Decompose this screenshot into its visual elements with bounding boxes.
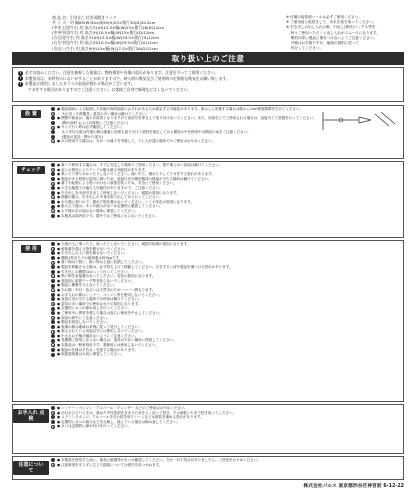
section-label <box>13 106 49 158</box>
caution-item-text: ● メラミンスポンジ、アルコールを含む拭き取りシートなどは塗装を傷める恐れがあります。 <box>57 415 204 420</box>
prohibited-icon <box>51 302 55 306</box>
caution-item-text: ● 引き出しの開閉はゆっくり行ってください。 <box>57 269 132 274</box>
caution-item <box>51 352 401 357</box>
note-line: ※ 付属の接着剤シールは必ずご使用ください。 <box>286 15 362 19</box>
spec-line: (右左中段内寸) 約 高さ(H)10.5×幅(W)29.5×奥行(D)12cm <box>52 40 158 46</box>
note-line: ※ 引き出しの出し入れの際、引出し(棒状)ワックス等を <box>286 25 376 30</box>
caution-item-text: ● ネジは定期的に締め付けを行ってください。 <box>57 424 132 429</box>
caution-item-text: ● 乗ったり寄りかかったりしないでください。傾いたり、倒れたりしてケガをする恐れがあります。 <box>57 172 215 177</box>
caution-item-text: ● ご使用中に異常を感じた場合は直ちに使用を中止してください。 <box>57 310 163 315</box>
section-label-text: 使 用 <box>21 245 41 253</box>
bullet-icon <box>51 214 55 218</box>
caution-item-text: ● お子様の手の届かない場所に保管してください。 <box>57 208 139 213</box>
caution-item-text: ● 棚板1枚あたりの耐荷重は約5kgです。 <box>57 255 123 260</box>
caution-item-text: ● 次の使用する場合は、万が一の落下を考慮して、下に人が通る場所でのご使用はおやめください。 <box>57 139 216 144</box>
caution-item-text: ● 床との相性によりテーブル類は滑る可能性があります。 <box>57 167 149 172</box>
caution-item-text: ● 組み立て後は、ネジの緩みがないか定期的に確認してください。 <box>57 204 163 209</box>
spec-line: (引出し内寸) 約 高さ9(H)14×幅(W)17.5×奥行26(D)12cm <box>52 45 158 51</box>
bullet-icon <box>51 191 55 195</box>
note-line: 開封の際に製品に傷をつけないようご注意ください。 <box>286 35 377 40</box>
screw-diagram-icon <box>319 108 399 132</box>
caution-item-text: ● 本製品は屋内用です。屋外ではご使用にならないでください。 <box>57 213 159 218</box>
prohibited-icon <box>51 463 55 467</box>
caution-item-text: ● 製品傾向による転倒した状態や物的損害のおそれがあるため固定する可能性があります。壁はしに設置する場合は壁から1cm程度隙間を空けてください。 <box>57 107 303 111</box>
intro-line <box>18 87 398 93</box>
intro-text: ケガをする場合がありますのでご注意ください。お客様ご自身で修理などはしないでください。 <box>28 86 192 92</box>
section-label-text: 注意について <box>13 461 49 475</box>
section-items <box>51 406 401 429</box>
caution-item-text: (製品の部品・開けた部分) <box>57 134 103 139</box>
note-line: 外箱はお手数ですが、地域の規則に従って <box>286 41 360 46</box>
section-label <box>13 405 49 453</box>
caution-item-text: ● 耐荷重を超える物を載せないでください。 <box>57 246 128 251</box>
prohibited-icon <box>51 274 55 278</box>
section-check <box>12 161 404 238</box>
caution-item-text: ● 表示されている用途以外には使用しないでください。 <box>57 329 146 334</box>
section-label-text: 設 置 <box>21 110 41 118</box>
caution-item-text: ● お手入れの際はシンナー、ベンジン等を使用しないでください。 <box>57 292 163 297</box>
caution-item-text: ● キリで行く時は必ず確認してください。 <box>57 125 125 130</box>
prohibited-icon <box>51 288 55 292</box>
note-line: ※ ご使用前に乾拭きして、汚れを拭き取ってください。 <box>286 20 377 25</box>
spec-line: (中央上段内寸) 約 高さ31(H)13.5×幅(W)23×奥行26(D)12cm <box>52 25 164 31</box>
intro-text: 木製家具は、木特有のにおいがすることがありますので、納入時の換気及びご使用時の定期的な換気をお願い致します。 <box>25 75 230 81</box>
spec-line: (中央中段内寸) 約 高さ(H)10.5×幅(W)23×奥行(D)12cm <box>52 30 155 36</box>
caution-item <box>51 463 401 468</box>
caution-item-text: ● 長期間ご使用にならない場合は、湿気の少ない場所に保管してください。 <box>57 338 177 343</box>
spec-line: (右左段内寸) 約 高さ31(H)13.5×幅(W)29.5×奥行(D)12cm <box>52 35 159 41</box>
product-spec <box>52 15 212 56</box>
warning-icon: ! <box>19 70 22 75</box>
prohibited-icon <box>51 425 55 429</box>
caution-item-text: ● 大きな地震では落ちる可能性がありますので、ご注意ください。 <box>57 185 163 190</box>
caution-item-text: ● 熱い物を直接置かないでください。変色の原因になります。 <box>57 274 156 279</box>
bullet-icon <box>51 353 55 357</box>
caution-item-text: ● 定期的にネジの緩みなどを点検し、緩んでいる場合は締め直してください。 <box>57 419 181 424</box>
spec-line: サ イ ズ：約 幅85(W)30×高95(H)25×奥行30(D)20.5cm <box>52 20 156 26</box>
prohibited-icon <box>51 182 55 186</box>
caution-item-text: (開の部材 およびの保管にご注意ください) <box>57 120 129 125</box>
intro-text: 本製品に使用しましたガラスの表面が割れる場合がございます。 <box>25 81 135 87</box>
caution-item-text: ● 取扱説明書は大切に保管してください。 <box>57 352 125 357</box>
spec-line: 商 品 名：引き出し付き両開きラック <box>52 15 117 20</box>
prohibited-icon <box>51 112 55 116</box>
section-usage <box>12 240 404 402</box>
section-label <box>13 241 49 401</box>
prohibited-icon <box>51 330 55 334</box>
caution-item-text: ● 注意事項を守らずに生じた損害については責任を負いかねます。 <box>57 462 163 467</box>
caution-item <box>51 214 401 219</box>
caution-item-text: ● 本製品は一般家庭用です。業務用には使用しないでください。 <box>57 343 159 348</box>
section-items <box>51 242 401 357</box>
caution-item-text: ● 湿気の多い場所での使用はカビの原因になります。 <box>57 301 142 306</box>
section-items <box>51 458 401 467</box>
caution-item-text: ● 木の節・木目・色合いは天然木のため一つ一つ異なります。 <box>57 287 156 292</box>
caution-item <box>51 139 401 144</box>
caution-item-text: ● 小さなお子様が触れないようにご注意ください。 <box>57 333 139 338</box>
prohibited-icon <box>51 261 55 265</box>
caution-item-text: ● 製品がある程度の湿気に弱いため、直射日光や暖房器具の熱風が当たる場所は避けてください。 <box>57 176 212 181</box>
section-label <box>13 162 49 237</box>
caution-item-text: ● 直射日光の当たる場所での使用は避けてください。 <box>57 297 142 302</box>
intro-box <box>12 67 404 102</box>
prohibited-icon <box>51 139 55 143</box>
caution-banner: 取り扱い上のご注意 <box>12 52 404 65</box>
section-notice <box>12 456 404 480</box>
warning-icon: ! <box>19 81 22 86</box>
caution-item-text: ● 製品に衝撃を与えないでください。 <box>57 283 118 288</box>
caution-item-text: ● 本製品を使用する前に、部品に破損等がないか確認してください。万が一の不具合がありましたら、ご使用をおやめください。 <box>57 458 261 462</box>
note-line: 処分してください。 <box>286 46 324 51</box>
intro-text: 必ずお読みください。注意を無視した取扱は、物的損害や負傷の恐れがあります。注意を守ってご使用ください。 <box>25 70 219 75</box>
bullet-icon <box>51 270 55 274</box>
prohibited-icon <box>51 343 55 347</box>
caution-item-text: ● 製品を移動させる際は、必ず持ち上げて移動してください。引きずると床や製品を傷つける恐れがあります。 <box>57 264 233 269</box>
prohibited-icon <box>51 195 55 199</box>
bullet-icon <box>51 325 55 329</box>
caution-item-text: ● 汚れがひどいときは、薄めた中性洗剤を含ませた布をよく絞って拭き、その後乾いた布で拭き取ってください。 <box>57 410 237 415</box>
prohibited-icon <box>51 126 55 130</box>
caution-item-text: ● 重い物は下段に、軽い物は上段に収納してください。 <box>57 260 146 265</box>
note-line: 時々ご使用いただくと出し入れがスムーズになります。 <box>286 30 380 35</box>
prohibited-icon <box>51 209 55 213</box>
caution-item-text: ● 引き出しを全部引き出して使用しないでください。破損の原因になります。 <box>57 190 180 195</box>
section-installation <box>12 105 404 159</box>
prohibited-icon <box>51 411 55 415</box>
caution-item-text: ● 部品の紛失にご注意ください。 <box>57 315 111 320</box>
prohibited-icon <box>51 316 55 320</box>
caution-item-text: ● 移動の際は、引き出しの中身を取り出してから行ってください。 <box>57 195 163 200</box>
company-footer: 株式会社パルス 東京都渋谷区神宮前 6-12-22 <box>303 484 404 489</box>
section-label-text: チェック <box>17 166 45 174</box>
caution-item-text: ネジを切る際は作業の際は慎重に何度も振り分けて部材を固定してから開放の中を使用中は開店の前をご注意ください。 <box>57 129 251 134</box>
bullet-icon <box>51 205 55 209</box>
caution-item-text: ● 水や熱に弱いので、濡れた物を置かないでください。シミや変色の原因になります。 <box>57 199 194 204</box>
caution-item-text: ● 塗装面に粘着テープ等を貼らないでください。 <box>57 278 135 283</box>
prohibited-icon <box>51 247 55 251</box>
bullet-icon <box>51 284 55 288</box>
caution-item-text: ● 開閉や商品は、落下の原因となりますので前部分を押さえて取り付けないでください。また、前部などでご使用される場合は、直接当てて設置を行ってください。 <box>57 116 317 121</box>
caution-item-text: ● シンナー・ベンジン・アルコール・クレンザー などのご使用はおやめください。 <box>57 406 188 410</box>
bullet-icon <box>51 339 55 343</box>
caution-item-text: ● 引き出しの上に物を載せないでください。 <box>57 251 128 256</box>
bullet-icon <box>51 293 55 297</box>
product-notes <box>286 15 404 51</box>
caution-item-text: ● 廃棄の際は地域の条例に従って処分してください。 <box>57 324 142 329</box>
caution-item-text: ● 製品を改造しないでください。 <box>57 320 111 325</box>
section-label-text: お手入れ 点 検 <box>13 409 49 423</box>
caution-item-text: ● 天板の上に乗ったり、座ったりしないでください。破損や転倒の原因になります。 <box>57 242 191 246</box>
caution-item-text: ・ 火の近くや熱器具、温気の多い場所は避けてください。 <box>57 111 150 116</box>
bullet-icon <box>51 135 55 139</box>
warning-icon: ! <box>19 76 22 81</box>
section-items <box>51 163 401 218</box>
caution-item-text: ● 定期的にネジの締め直しを行ってください。 <box>57 306 132 311</box>
section-maintenance <box>12 404 404 454</box>
caution-item <box>51 424 401 429</box>
prohibited-icon <box>51 168 55 172</box>
caution-item-text: ● 重いで使用する場合は、すでに安定した場所でご使用ください。畳や柔らかい床面は避けてください。 <box>57 163 223 167</box>
caution-item-text: ● 製品の仕様は予告なく変更する場合があります。 <box>57 347 138 352</box>
caution-item-text: ● 落下や転倒による思いがけない被害を防ぐため、安全にご使用ください。 <box>57 181 177 186</box>
bullet-icon <box>51 307 55 311</box>
section-label <box>13 457 49 479</box>
bullet-icon <box>51 348 55 352</box>
